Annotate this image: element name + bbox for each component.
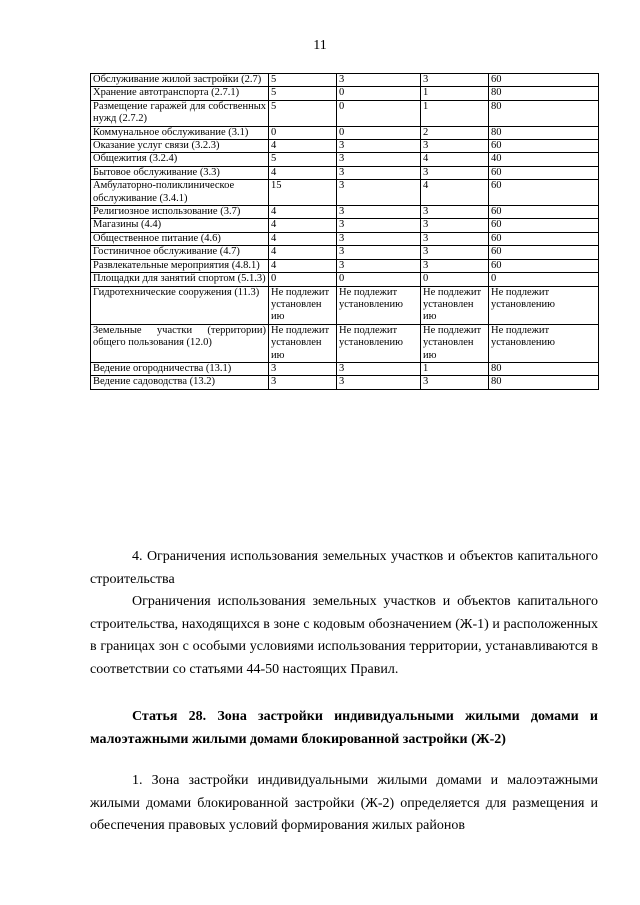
table-cell-value: 80 [489,376,599,389]
table-cell-value: Не подлежит установлению [489,324,599,362]
table-cell-value: 60 [489,232,599,245]
table-cell-use-name: Коммунальное обслуживание (3.1) [91,126,269,139]
table-cell-value: 3 [269,362,337,375]
parameters-table-body [91,74,599,390]
table-row [91,376,599,389]
table-row [91,246,599,259]
table-cell-value: 4 [269,206,337,219]
table-cell-value: 0 [337,87,421,100]
table-cell-value: 3 [421,140,489,153]
table-cell-value: 3 [337,166,421,179]
table-cell-value: Не подлежит установлен ию [421,286,489,324]
table-cell-use-name: Земельные участки (территории) общего пользования (12.0) [91,324,269,362]
table-cell-use-name: Обслуживание жилой застройки (2.7) [91,74,269,87]
table-cell-use-name: Религиозное использование (3.7) [91,206,269,219]
table-cell-value: 4 [269,259,337,272]
table-cell-value: 3 [337,74,421,87]
table-row [91,219,599,232]
table-row [91,324,599,362]
section-4-title: 4. Ограничения использования земельных участков и объектов капитального строительства [90,549,598,587]
table-cell-value: 0 [269,126,337,139]
table-cell-value: 60 [489,140,599,153]
table-cell-use-name: Площадки для занятий спортом (5.1.3) [91,273,269,286]
table-cell-value: 4 [269,219,337,232]
table-cell-value: 60 [489,180,599,206]
table-row [91,259,599,272]
table-cell-value: 60 [489,246,599,259]
table-cell-value: 3 [337,206,421,219]
table-cell-use-name: Бытовое обслуживание (3.3) [91,166,269,179]
table-cell-value: 2 [421,126,489,139]
table-cell-value: 5 [269,87,337,100]
table-cell-value: 60 [489,206,599,219]
table-cell-value: 60 [489,259,599,272]
table-cell-value: 3 [337,259,421,272]
table-cell-value: Не подлежит установлен ию [421,324,489,362]
table-cell-value: Не подлежит установлению [337,324,421,362]
article-28-body [90,770,598,838]
table-row [91,140,599,153]
table-row [91,362,599,375]
table-cell-value: Не подлежит установлен ию [269,286,337,324]
table-cell-value: 3 [421,206,489,219]
table-cell-value: 3 [421,259,489,272]
table-cell-value: 3 [421,232,489,245]
table-cell-value: 60 [489,74,599,87]
table-cell-value: 5 [269,153,337,166]
table-cell-value: 4 [269,232,337,245]
table-cell-value: 3 [337,232,421,245]
table-row [91,286,599,324]
table-cell-value: 3 [337,153,421,166]
table-cell-use-name: Ведение огородничества (13.1) [91,362,269,375]
table-cell-value: 3 [337,362,421,375]
table-cell-use-name: Амбулаторно-поликлиническое обслуживание (3.4.1) [91,180,269,206]
table-cell-value: 4 [269,246,337,259]
article-28-heading: Статья 28. Зона застройки индивидуальными жилыми домами и малоэтажными жилыми домами блокированной застройки (Ж-2) [90,709,598,747]
table-cell-value: 80 [489,126,599,139]
table-cell-use-name: Гостиничное обслуживание (4.7) [91,246,269,259]
table-cell-value: 60 [489,219,599,232]
table-cell-use-name: Общежития (3.2.4) [91,153,269,166]
table-cell-value: 80 [489,362,599,375]
table-cell-value: 60 [489,166,599,179]
table-cell-value: 5 [269,100,337,126]
table-cell-value: 80 [489,100,599,126]
table-cell-value: 0 [337,100,421,126]
table-cell-value: 3 [421,246,489,259]
table-cell-use-name: Общественное питание (4.6) [91,232,269,245]
table-cell-use-name: Размещение гаражей для собственных нужд (2.7.2) [91,100,269,126]
table-cell-use-name: Развлекательные мероприятия (4.8.1) [91,259,269,272]
table-row [91,232,599,245]
table-cell-value: 3 [337,376,421,389]
table-row [91,166,599,179]
table-cell-value: 5 [269,74,337,87]
table-cell-use-name: Гидротехнические сооружения (11.3) [91,286,269,324]
table-cell-value: 4 [269,140,337,153]
table-cell-value: 1 [421,87,489,100]
table-cell-value: 3 [337,246,421,259]
table-cell-value: 3 [421,74,489,87]
table-cell-value: 40 [489,153,599,166]
table-cell-use-name: Оказание услуг связи (3.2.3) [91,140,269,153]
table-cell-value: 3 [421,166,489,179]
table-cell-value: 1 [421,100,489,126]
table-cell-value: 4 [421,180,489,206]
section-4 [90,546,598,681]
table-cell-value: 0 [337,126,421,139]
table-row [91,100,599,126]
table-row [91,126,599,139]
table-cell-value: 0 [337,273,421,286]
table-cell-use-name: Магазины (4.4) [91,219,269,232]
table-cell-value: 0 [269,273,337,286]
table-cell-value: 1 [421,362,489,375]
table-row [91,87,599,100]
table-cell-value: Не подлежит установлен ию [269,324,337,362]
table-cell-use-name: Хранение автотранспорта (2.7.1) [91,87,269,100]
table-cell-value: 3 [421,376,489,389]
table-cell-value: 0 [489,273,599,286]
table-row [91,180,599,206]
section-4-body: Ограничения использования земельных участков и объектов капитального строительства, находящихся в зоне с кодовым обозначением (Ж-1) и расположенных в границах зон с особыми условиями использования территории, устанавливаются в соответствии со статьями 44-50 настоящих Правил. [90,594,598,677]
article-28-paragraph-1: 1. Зона застройки индивидуальными жилыми домами и малоэтажными жилыми домами блокированной застройки (Ж-2) определяется для размещения и обеспечения правовых условий формирования жилых районов [90,773,598,833]
table-cell-value: 80 [489,87,599,100]
table-cell-value: Не подлежит установлению [489,286,599,324]
table-cell-use-name: Ведение садоводства (13.2) [91,376,269,389]
table-cell-value: Не подлежит установлению [337,286,421,324]
table-row [91,153,599,166]
table-row [91,74,599,87]
table-cell-value: 4 [269,166,337,179]
table-cell-value: 0 [421,273,489,286]
table-row [91,273,599,286]
table-cell-value: 3 [337,180,421,206]
table-cell-value: 3 [337,219,421,232]
parameters-table [90,73,599,390]
table-cell-value: 3 [337,140,421,153]
table-cell-value: 15 [269,180,337,206]
table-cell-value: 3 [421,219,489,232]
table-row [91,206,599,219]
table-cell-value: 3 [269,376,337,389]
table-cell-value: 4 [421,153,489,166]
page-number: 11 [313,38,327,53]
